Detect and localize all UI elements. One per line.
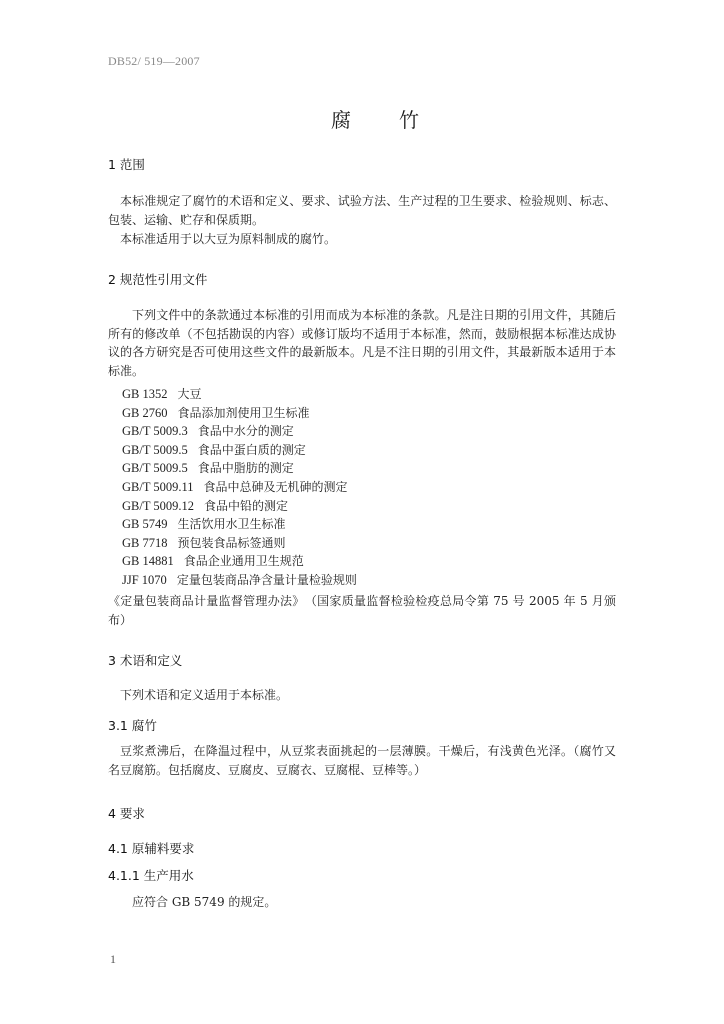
reference-name: 预包装食品标签通则 — [177, 535, 286, 550]
reference-item — [122, 441, 357, 460]
reference-name: 食品企业通用卫生规范 — [183, 554, 304, 569]
reference-code: GB/T 5009.12 — [122, 498, 194, 513]
reference-name: 食品中蛋白质的测定 — [197, 442, 306, 457]
section-4-1-heading: 4.1 原辅料要求 — [108, 841, 195, 856]
reference-name: 食品中总砷及无机砷的测定 — [203, 479, 348, 494]
document-title: 腐 竹 — [331, 108, 433, 132]
section-1-heading: 1 范围 — [108, 157, 145, 172]
reference-code: GB/T 5009.5 — [122, 442, 188, 457]
section-2-heading: 2 规范性引用文件 — [108, 272, 208, 287]
reference-name: 食品中脂肪的测定 — [197, 461, 294, 476]
measurement-regulation-note: 《定量包装商品计量监督管理办法》 （国家质量监督检验检疫总局令第 75 号 2005 年 5 月颁布） — [108, 594, 616, 627]
reference-item — [122, 404, 357, 423]
section-3-1-heading: 3.1 腐竹 — [108, 718, 157, 733]
reference-item — [122, 534, 357, 553]
reference-code: GB/T 5009.3 — [122, 424, 188, 439]
section-3-1-paragraph: 豆浆煮沸后，在降温过程中，从豆浆表面挑起的一层薄膜。干燥后，有浅黄色光泽。（腐竹又名豆腐筋。包括腐皮、豆腐皮、豆腐衣、豆腐棍、豆棒等。） — [108, 744, 616, 777]
section-4-1-1-paragraph: 应符合 GB 5749 的规定。 — [132, 895, 277, 909]
reference-list — [122, 385, 357, 590]
section-1-paragraph-1: 本标准规定了腐竹的术语和定义、要求、试验方法、生产过程的卫生要求、检验规则、标志、包装、运输、贮存和保质期。 — [108, 194, 616, 227]
reference-item — [122, 385, 357, 404]
reference-code: GB/T 5009.5 — [122, 461, 188, 476]
reference-item — [122, 478, 357, 497]
reference-code: GB 7718 — [122, 535, 168, 550]
reference-code: GB 5749 — [122, 517, 168, 532]
reference-item — [122, 552, 357, 571]
reference-code: GB 2760 — [122, 405, 168, 420]
reference-item — [122, 459, 357, 478]
reference-code: JJF 1070 — [122, 572, 167, 587]
reference-name: 食品添加剂使用卫生标准 — [177, 405, 310, 420]
reference-name: 大豆 — [177, 387, 202, 401]
page-number: 1 — [110, 952, 116, 966]
reference-code: GB/T 5009.11 — [122, 479, 194, 494]
reference-name: 食品中水分的测定 — [197, 424, 294, 439]
reference-name: 生活饮用水卫生标准 — [177, 517, 286, 532]
reference-item — [122, 515, 357, 534]
reference-name: 定量包装商品净含量计量检验规则 — [176, 572, 357, 587]
section-4-heading: 4 要求 — [108, 806, 145, 821]
reference-item — [122, 497, 357, 516]
standard-code: DB52/ 519—2007 — [108, 54, 200, 68]
reference-name: 食品中铅的测定 — [204, 498, 289, 513]
reference-code: GB 14881 — [122, 554, 174, 569]
reference-code: GB 1352 — [122, 387, 168, 401]
section-2-paragraph-1: 下列文件中的条款通过本标准的引用而成为本标准的条款。凡是注日期的引用文件，其随后所有的修改单（不包括勘误的内容）或修订版均不适用于本标准，然而，鼓励根据本标准达成协议的各方研究是否可使用这些文件的最新版本。凡是不注日期的引用文件，其最新版本适用于本标准。 — [108, 308, 616, 378]
section-3-paragraph-1: 下列术语和定义适用于本标准。 — [120, 688, 289, 702]
section-1-paragraph-2: 本标准适用于以大豆为原料制成的腐竹。 — [120, 232, 337, 246]
section-4-1-1-heading: 4.1.1 生产用水 — [108, 868, 194, 883]
reference-item — [122, 571, 357, 590]
section-3-heading: 3 术语和定义 — [108, 653, 183, 668]
reference-item — [122, 422, 357, 441]
